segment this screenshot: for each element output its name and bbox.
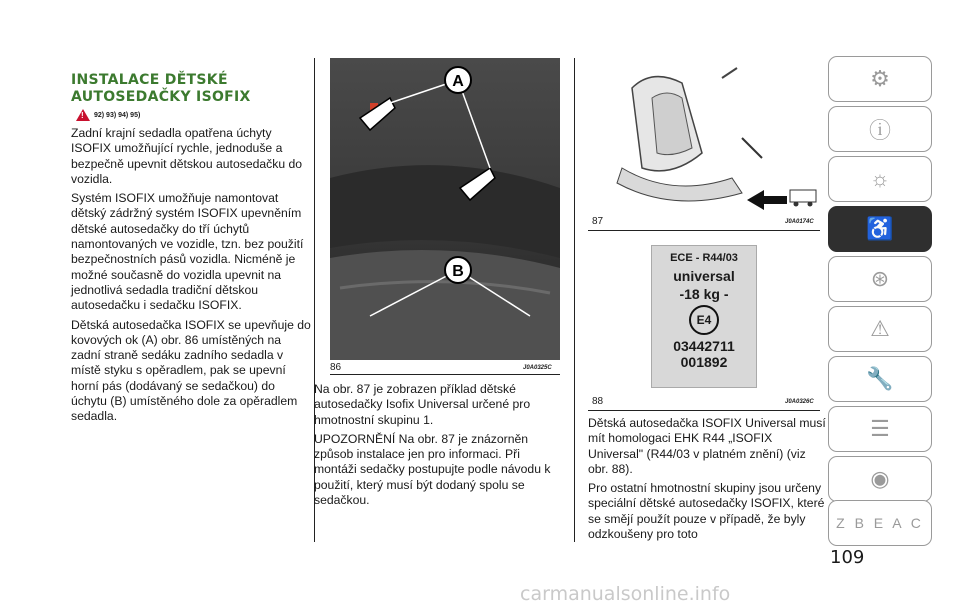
e4-mark: E4 [689, 305, 719, 335]
figure-rule [588, 230, 820, 231]
paragraph: Dětská autosedačka ISOFIX se upevňuje do kovových ok (A) obr. 86 umístěných na zadní straně sedáku zadního sedadla v místě styku s opěradlem, pak se upevní horní pás (dodávaný se sedačkou) do úchytu (B) umístěného dole za opěradlem sedadla. [71, 317, 311, 424]
paragraph: Na obr. 87 je zobrazen příklad dětské autosedačky Isofix Universal určené pro hmotnostní skupinu 1. [314, 382, 531, 427]
column-divider [574, 58, 575, 542]
page-number: 109 [830, 547, 865, 568]
car-service-icon[interactable]: 🔧 [828, 356, 932, 402]
svg-text:B: B [452, 263, 464, 280]
isofix-anchors-illustration [330, 58, 560, 360]
paragraph: Systém ISOFIX umožňuje namontovat dětský zádržný systém ISOFIX upevněním dětské autosedačky do tří úchytů namontovaných ve vozidle, tzn. bez použití bezpečnostních pásů vozidla. Nicméně je možné současně do vozidla upevnit na jednotlivá sedadla tradiční dětskou autosedačku i sedačku ISOFIX. [71, 191, 304, 313]
watermark: carmanualsonline.info [520, 583, 731, 605]
figure-88-number: 88 [592, 396, 604, 407]
column-3-text [588, 416, 826, 546]
figure-86-photo [330, 58, 560, 360]
figure-88-code: J0A0326C [785, 399, 814, 405]
label-code-1: 03442711 [673, 338, 735, 354]
lights-message-icon[interactable]: ☼ [828, 156, 932, 202]
ece-approval-label [651, 245, 757, 388]
airbag-child-seat-icon[interactable]: ♿ [828, 206, 932, 252]
title-line-2: AUTOSEDAČKY ISOFIX [71, 89, 251, 105]
figure-87-number: 87 [592, 216, 604, 227]
paragraph: Zadní krajní sedadla opatřena úchyty ISOFIX umožňující rychle, jednoduše a bezpečně upevnit dětskou autosedačku do vozidla. [71, 126, 303, 186]
car-dashboard-icon[interactable]: ⚙ [828, 56, 932, 102]
car-info-icon[interactable]: ⓘ [828, 106, 932, 152]
checklist-icon[interactable]: ☰ [828, 406, 932, 452]
label-ece: ECE - R44/03 [670, 252, 738, 264]
media-nav-icon[interactable]: ◉ [828, 456, 932, 502]
label-weight: -18 kg - [679, 286, 729, 302]
paragraph: Dětská autosedačka ISOFIX Universal musí mít homologaci EHK R44 „ISOFIX Universal" (R44/03 v platném znění) (viz obr. 88). [588, 416, 826, 476]
svg-text:A: A [452, 73, 464, 90]
figure-rule [588, 410, 820, 411]
column-1-text [71, 126, 311, 429]
figure-86-code: J0A0325C [523, 365, 552, 371]
figure-87-illustration [592, 58, 820, 210]
car-icon [790, 190, 816, 202]
paragraph: Pro ostatní hmotnostní skupiny jsou určeny speciální dětské autosedačky ISOFIX, které se smějí použít pouze v případě, že byly odzkoušeny pro toto [588, 481, 825, 542]
warning-ref-numbers: 92) 93) 94) 95) [94, 111, 141, 119]
index-letters-icon[interactable]: Z B E A C [828, 500, 932, 546]
figure-rule [330, 374, 560, 375]
figure-87-code: J0A0174C [785, 219, 814, 225]
column-2-text [314, 382, 562, 512]
section-title [71, 72, 311, 106]
warning-refs [76, 109, 140, 121]
figure-86-number: 86 [330, 362, 342, 373]
label-code-2: 001892 [680, 354, 728, 370]
steering-key-icon[interactable]: ⊛ [828, 256, 932, 302]
child-seat-drawing [592, 58, 820, 210]
paragraph: UPOZORNĚNÍ Na obr. 87 je znázorněn způsob instalace jen pro informaci. Při montáži sedačky postupujte podle návodu k použití, který musí být dodaný spolu se sedačkou. [314, 431, 551, 508]
title-line-1: INSTALACE DĚTSKÉ [71, 72, 228, 88]
car-warning-icon[interactable]: ⚠ [828, 306, 932, 352]
label-universal: universal [673, 268, 735, 284]
warning-triangle-icon [76, 109, 90, 121]
